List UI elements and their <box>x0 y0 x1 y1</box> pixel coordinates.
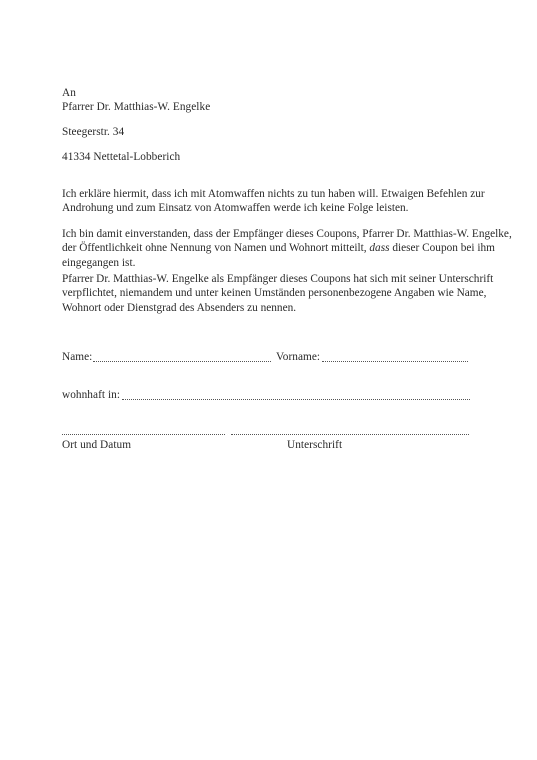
address-city: 41334 Nettetal-Lobberich <box>62 151 181 163</box>
consent-paragraph <box>62 227 512 270</box>
consent-line-1: Ich bin damit einverstanden, dass der Empfänger dieses Coupons, Pfarrer Dr. Matthias-W. Engelke, <box>62 228 512 240</box>
unterschrift-field[interactable] <box>231 434 469 435</box>
confidentiality-paragraph <box>62 272 494 315</box>
consent-line-2 <box>62 241 495 255</box>
address-recipient-name: Pfarrer Dr. Matthias-W. Engelke <box>62 101 211 113</box>
address-salutation: An <box>62 87 76 99</box>
vorname-field[interactable] <box>322 361 468 362</box>
name-field[interactable] <box>93 361 271 362</box>
name-label: Name: <box>62 351 93 363</box>
confidentiality-line-2: verpflichtet, niemandem und unter keinen Umständen personenbezogene Angaben wie Name, <box>62 287 487 300</box>
vorname-label: Vorname: <box>276 351 321 363</box>
consent-line-2-end: dieser Coupon bei ihm <box>389 242 495 255</box>
consent-emphasis: dass <box>369 242 390 255</box>
consent-line-2-start: der Öffentlichkeit ohne Nennung von Namen und Wohnort mitteilt, <box>62 242 370 255</box>
unterschrift-label: Unterschrift <box>287 439 343 451</box>
address-street: Steegerstr. 34 <box>62 126 125 138</box>
wohnhaft-label: wohnhaft in: <box>62 389 121 401</box>
declaration-paragraph <box>62 187 485 216</box>
declaration-line-2: Androhung und zum Einsatz von Atomwaffen werde ich keine Folge leisten. <box>62 202 409 215</box>
confidentiality-line-1: Pfarrer Dr. Matthias-W. Engelke als Empfänger dieses Coupons hat sich mit seiner Unterschrift <box>62 273 494 285</box>
ort-datum-field[interactable] <box>62 434 225 435</box>
wohnhaft-field[interactable] <box>122 399 470 400</box>
confidentiality-line-3: Wohnort oder Dienstgrad des Absenders zu nennen. <box>62 301 297 314</box>
consent-line-3: eingegangen ist. <box>62 256 136 269</box>
ort-datum-label: Ort und Datum <box>62 439 132 451</box>
declaration-line-1: Ich erkläre hiermit, dass ich mit Atomwaffen nichts zu tun haben will. Etwaigen Befehlen zur <box>62 188 485 200</box>
